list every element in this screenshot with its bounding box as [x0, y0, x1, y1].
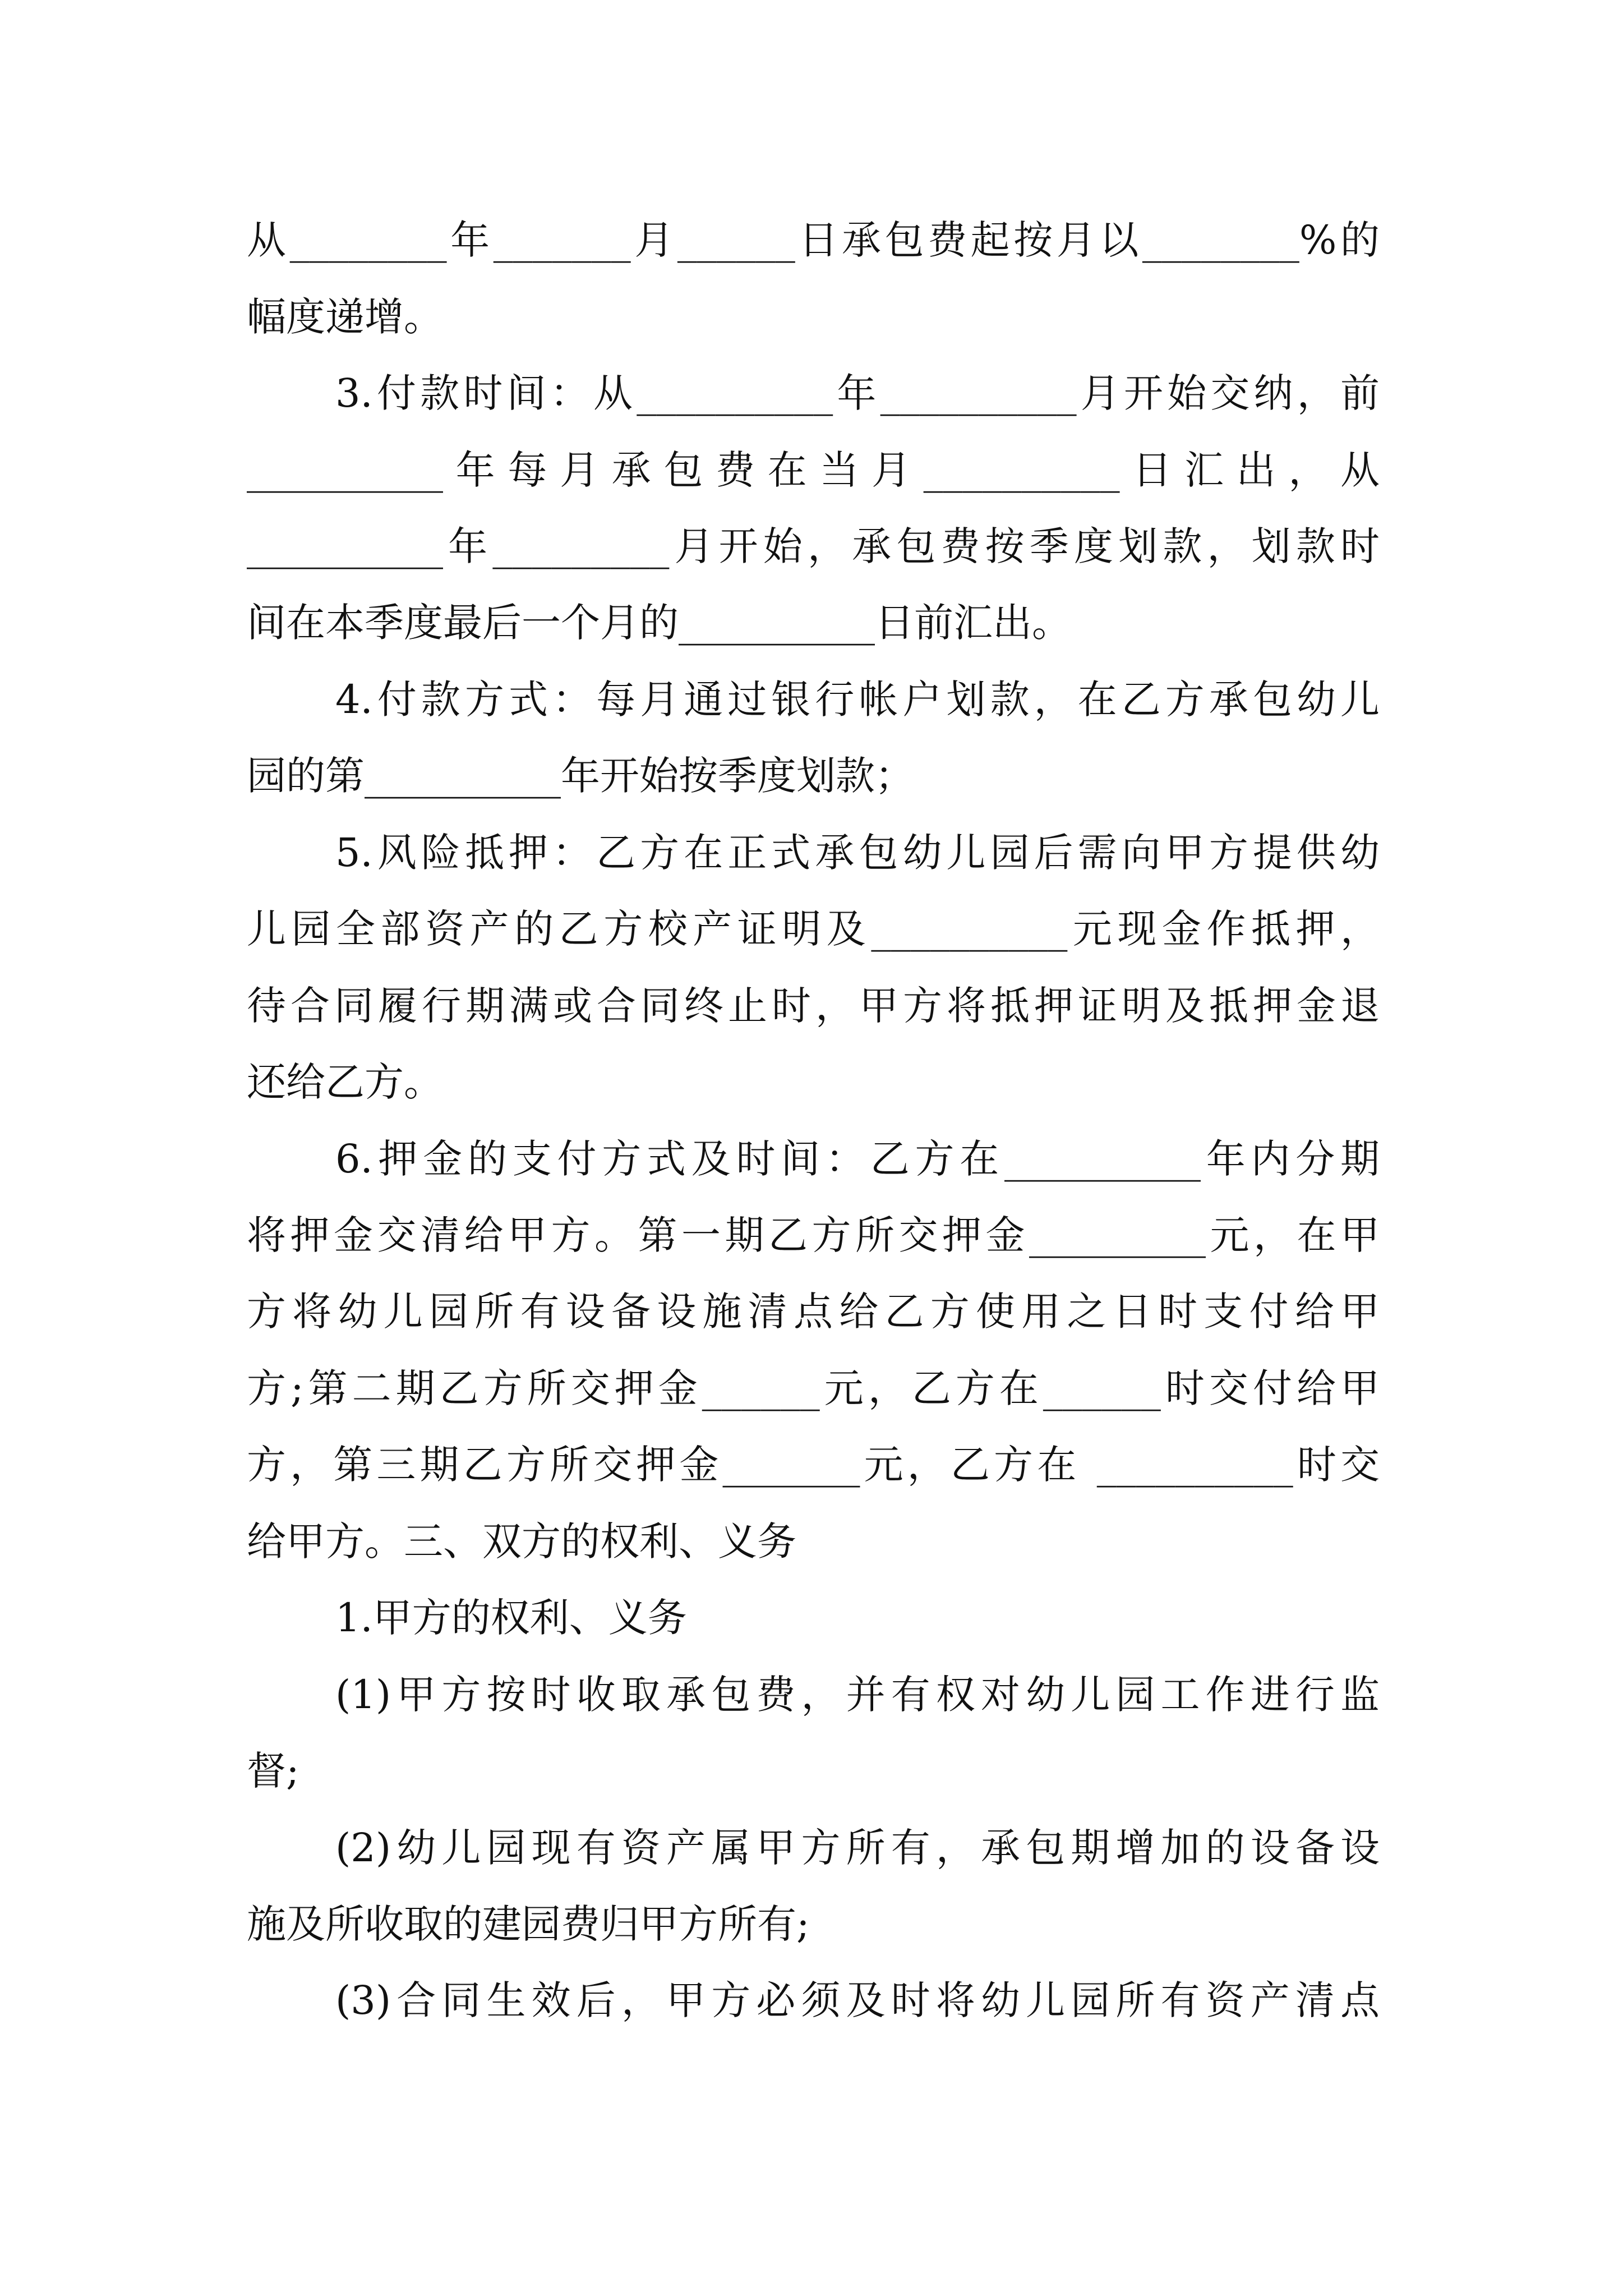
text-line: __________年每月承包费在当月__________日汇出，从: [247, 447, 1380, 493]
text-line: 间在本季度最后一个月的__________日前汇出。: [247, 600, 1071, 646]
text-line: 6.押金的支付方式及时间：乙方在__________年内分期: [335, 1136, 1380, 1182]
text-line: 儿园全部资产的乙方校产证明及__________元现金作抵押，: [247, 906, 1380, 952]
text-line: 3.付款时间：从__________年__________月开始交纳，前: [335, 370, 1380, 416]
text-line: __________年_________月开始，承包费按季度划款，划款时: [247, 523, 1380, 569]
text-line: 给甲方。三、双方的权利、义务: [247, 1519, 796, 1565]
text-line: (1)甲方按时收取承包费，并有权对幼儿园工作进行监: [335, 1672, 1380, 1718]
text-line: 施及所收取的建园费归甲方所有;: [247, 1901, 810, 1947]
text-line: 5.风险抵押：乙方在正式承包幼儿园后需向甲方提供幼: [335, 830, 1380, 876]
text-line: 方;第二期乙方所交押金______元，乙方在______时交付给甲: [247, 1365, 1380, 1411]
text-line: (2)幼儿园现有资产属甲方所有，承包期增加的设备设: [335, 1825, 1380, 1871]
text-line: 1.甲方的权利、义务: [335, 1595, 687, 1641]
text-line: 将押金交清给甲方。第一期乙方所交押金_________元，在甲: [247, 1212, 1380, 1258]
text-line: 4.付款方式：每月通过银行帐户划款，在乙方承包幼儿: [335, 677, 1380, 723]
text-line: 督;: [247, 1748, 299, 1794]
text-line: 园的第__________年开始按季度划款；: [247, 753, 914, 799]
text-line: 还给乙方。: [247, 1059, 443, 1105]
text-line: 待合同履行期满或合同终止时，甲方将抵押证明及抵押金退: [247, 983, 1380, 1029]
text-line: 方，第三期乙方所交押金_______元，乙方在 __________时交: [247, 1442, 1380, 1488]
text-line: 幅度递增。: [247, 294, 443, 340]
text-line: 方将幼儿园所有设备设施清点给乙方使用之日时支付给甲: [247, 1289, 1380, 1335]
text-line: 从________年_______月______日承包费起按月以________%的: [247, 217, 1380, 263]
text-line: (3)合同生效后，甲方必须及时将幼儿园所有资产清点: [335, 1977, 1380, 2023]
